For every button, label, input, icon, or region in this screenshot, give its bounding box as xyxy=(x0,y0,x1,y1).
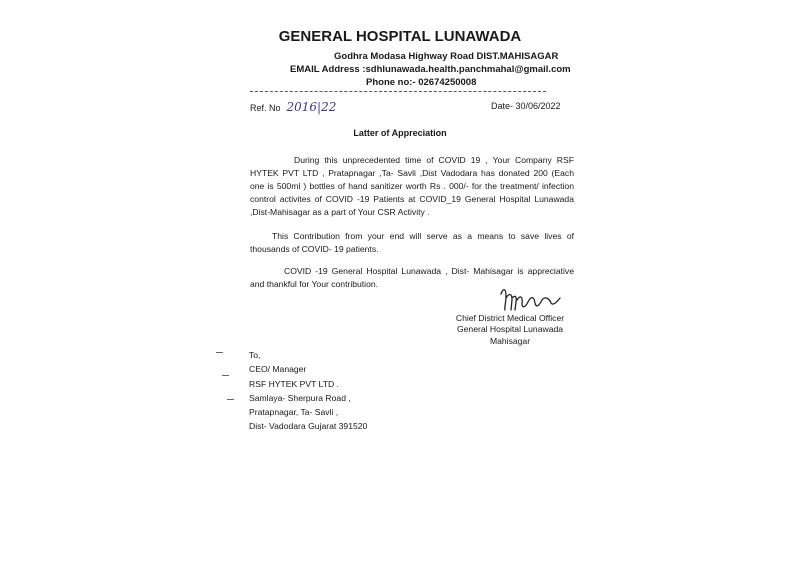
hospital-email xyxy=(290,64,571,75)
email-label: EMAIL Address xyxy=(290,64,363,75)
body-paragraph-1 xyxy=(250,154,574,219)
paragraph-2-text: This Contribution from your end will serve as a means to save lives of thousands of COVID- 19 patients. xyxy=(250,231,574,255)
margin-mark xyxy=(216,352,223,353)
margin-mark xyxy=(227,399,234,400)
header-divider xyxy=(250,91,546,92)
body-paragraph-2 xyxy=(250,230,574,256)
paragraph-1-text: During this unprecedented time of COVID 19 , Your Company RSF HYTEK PVT LTD , Pratapnagar ,Ta- Savli ,Dist Vadodara has donated 200 (Each one is 500ml ) bottles of hand sanitizer worth Rs . 000/- for the treatment/ infection control activites of COVID -19 Patients at COVID_19 General Hospital Lunawada ,Dist-Mahisagar as a part of Your CSR Activity . xyxy=(250,155,574,218)
hospital-address: Godhra Modasa Highway Road DIST.MAHISAGAR xyxy=(334,51,559,62)
reference-number xyxy=(250,100,336,114)
recipient-line-3: Samlaya- Sherpura Road , xyxy=(249,392,351,403)
recipient-line-1: CEO/ Manager xyxy=(249,364,307,375)
ref-handwritten: 2016|22 xyxy=(286,100,337,114)
margin-mark xyxy=(222,375,229,376)
recipient-line-2: RSF HYTEK PVT LTD . xyxy=(249,378,339,389)
recipient-line-5: Dist- Vadodara Gujarat 391520 xyxy=(249,421,368,432)
hospital-phone: Phone no:- 02674250008 xyxy=(366,77,477,88)
letter-subject: Latter of Appreciation xyxy=(353,128,447,138)
email-value: :sdhlunawada.health.panchmahal@gmail.com xyxy=(362,64,571,75)
signatory-district: Mahisagar xyxy=(489,335,531,346)
signature-mark xyxy=(497,284,563,316)
hospital-name: GENERAL HOSPITAL LUNAWADA xyxy=(278,28,522,45)
signatory-title: Chief District Medical Officer xyxy=(455,313,565,323)
recipient-address xyxy=(249,348,367,434)
recipient-salutation: To, xyxy=(249,350,261,360)
recipient-line-4: Pratapnagar, Ta- Savli , xyxy=(249,407,339,418)
signatory-block xyxy=(440,313,580,347)
ref-label: Ref. No xyxy=(250,103,281,113)
signatory-hospital: General Hospital Lunawada xyxy=(456,324,564,335)
letter-date: Date- 30/06/2022 xyxy=(491,101,561,111)
paragraph-3-text: COVID -19 General Hospital Lunawada , Dist- Mahisagar is appreciative and thankful for Your contribution. xyxy=(250,266,574,290)
